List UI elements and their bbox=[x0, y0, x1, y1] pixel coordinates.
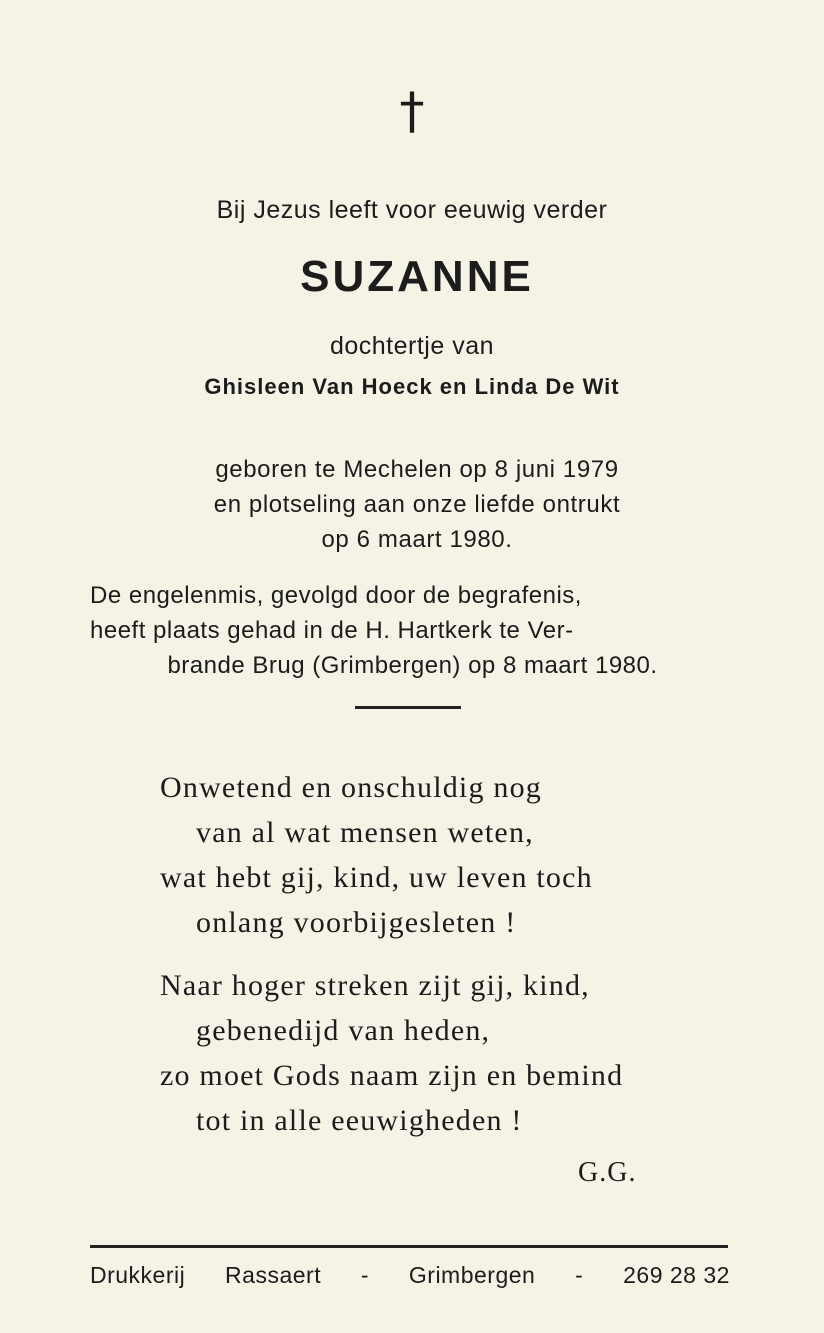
intro-line: Bij Jezus leeft voor eeuwig verder bbox=[216, 196, 608, 224]
printer-line bbox=[90, 1262, 730, 1289]
divider-long bbox=[90, 1245, 728, 1248]
mass-line: heeft plaats gehad in de H. Hartkerk te Ver- bbox=[90, 617, 574, 644]
poem-line: Onwetend en onschuldig nog bbox=[160, 771, 542, 804]
death-line: en plotseling aan onze liefde ontrukt bbox=[213, 491, 621, 518]
printer-place: Grimbergen bbox=[408, 1262, 536, 1288]
deceased-name: SUZANNE bbox=[300, 252, 534, 301]
poem-line: onlang voorbijgesleten ! bbox=[196, 906, 517, 939]
parents-line: Ghisleen Van Hoeck en Linda De Wit bbox=[204, 374, 620, 399]
birth-line: geboren te Mechelen op 8 juni 1979 bbox=[215, 456, 619, 483]
relation-line: dochtertje van bbox=[329, 332, 495, 360]
poem-line: wat hebt gij, kind, uw leven toch bbox=[160, 861, 593, 894]
poem-stanza-2 bbox=[160, 963, 623, 1143]
birth-death-block bbox=[5, 452, 824, 557]
poem-line: tot in alle eeuwigheden ! bbox=[196, 1104, 523, 1137]
poem bbox=[160, 765, 623, 1143]
printer-separator: - bbox=[575, 1262, 584, 1288]
printer-company: Rassaert bbox=[225, 1262, 322, 1288]
divider-short bbox=[355, 706, 461, 709]
poem-line: Naar hoger streken zijt gij, kind, bbox=[160, 969, 590, 1002]
death-date-line: op 6 maart 1980. bbox=[321, 526, 513, 553]
poem-stanza-1 bbox=[160, 765, 623, 945]
funeral-mass-block bbox=[90, 578, 735, 683]
poem-line: gebenedijd van heden, bbox=[196, 1014, 491, 1047]
poem-line: zo moet Gods naam zijn en bemind bbox=[160, 1059, 624, 1092]
poem-signature: G.G. bbox=[578, 1157, 637, 1188]
printer-label: Drukkerij bbox=[90, 1262, 186, 1288]
mass-line: brande Brug (Grimbergen) op 8 maart 1980. bbox=[167, 652, 658, 679]
printer-phone: 269 28 32 bbox=[623, 1262, 730, 1288]
printer-separator: - bbox=[360, 1262, 370, 1288]
poem-line: van al wat mensen weten, bbox=[196, 816, 534, 849]
mass-line: De engelenmis, gevolgd door de begrafenis, bbox=[90, 582, 582, 609]
cross-icon: † bbox=[399, 82, 425, 140]
